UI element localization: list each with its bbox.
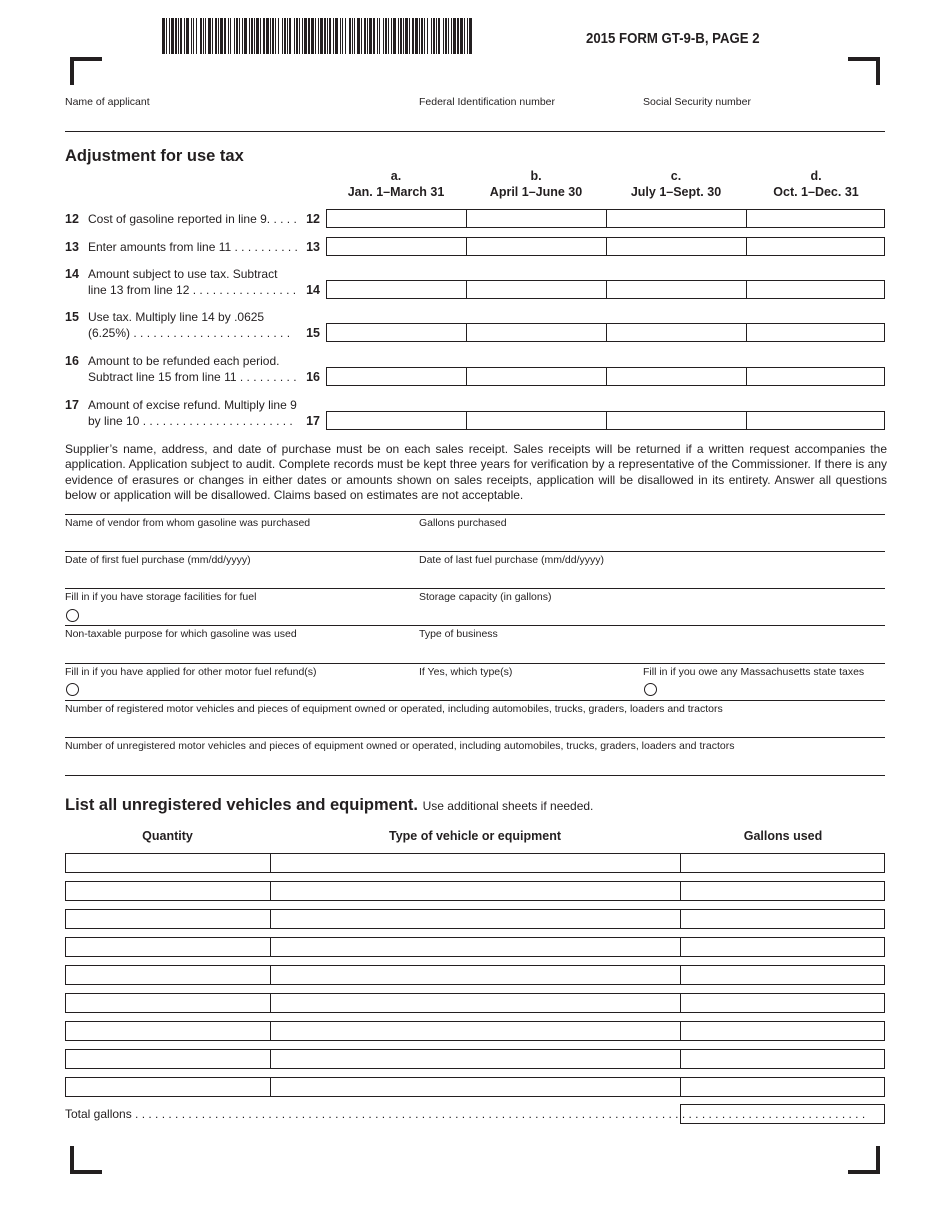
line-number: 17 (65, 398, 79, 412)
column-header-c (606, 168, 746, 200)
line-12-field-c[interactable] (606, 209, 747, 228)
line-12-field-b[interactable] (466, 209, 607, 228)
line-14-field-c[interactable] (606, 280, 747, 299)
vendor-label: Name of vendor from whom gasoline was purchased (65, 517, 311, 529)
vehicles-heading (65, 796, 593, 815)
vehicle-type-cell[interactable] (270, 853, 681, 873)
line-14-field-d[interactable] (746, 280, 885, 299)
line-14-label (65, 267, 323, 298)
vehicle-type-cell[interactable] (270, 909, 681, 929)
other-refund-label: Fill in if you have applied for other motor fuel refund(s) (65, 666, 317, 678)
business-type-label: Type of business (419, 628, 498, 640)
line-number: 14 (65, 267, 79, 281)
line-16-label (65, 354, 323, 385)
column-letter: a. (390, 169, 402, 183)
line-15-field-c[interactable] (606, 323, 747, 342)
line-reference-number: 14 (306, 282, 320, 297)
line-text: Enter amounts from line 11 . . . . . . . . . . (88, 240, 298, 254)
line-13-field-c[interactable] (606, 237, 747, 256)
line-reference-number: 15 (306, 325, 320, 340)
field-divider (65, 625, 885, 626)
table-row (65, 937, 885, 957)
table-row (65, 881, 885, 901)
line-text-continued: by line 10 . . . . . . . . . . . . . . . . . . . . . . . (88, 413, 293, 428)
gallons-used-cell[interactable] (680, 993, 885, 1013)
gallons-used-cell[interactable] (680, 1021, 885, 1041)
line-17-field-b[interactable] (466, 411, 607, 430)
line-13-field-d[interactable] (746, 237, 885, 256)
vehicle-type-cell[interactable] (270, 1021, 681, 1041)
line-14-field-a[interactable] (326, 280, 467, 299)
field-divider (65, 663, 885, 664)
applicant-divider (65, 131, 885, 132)
registered-vehicles-label: Number of registered motor vehicles and pieces of equipment owned or operated, including automobiles, trucks, graders, loaders and tractors (65, 703, 723, 715)
line-15-field-b[interactable] (466, 323, 607, 342)
line-13-field-b[interactable] (466, 237, 607, 256)
line-16-field-a[interactable] (326, 367, 467, 386)
use-tax-heading: Adjustment for use tax (65, 147, 244, 165)
line-13-label (65, 240, 323, 256)
vehicle-type-cell[interactable] (270, 993, 681, 1013)
form-title: 2015 FORM GT-9-B, PAGE 2 (586, 30, 760, 47)
line-number: 12 (65, 212, 79, 226)
nontaxable-purpose-label: Non-taxable purpose for which gasoline was used (65, 628, 297, 640)
quantity-cell[interactable] (65, 937, 271, 957)
vehicles-heading-title: List all unregistered vehicles and equipment. (65, 796, 419, 814)
line-reference-number: 12 (306, 212, 320, 226)
line-13-field-a[interactable] (326, 237, 467, 256)
gallons-purchased-label: Gallons purchased (419, 517, 507, 529)
vehicle-type-cell[interactable] (270, 1049, 681, 1069)
table-row (65, 965, 885, 985)
line-number: 15 (65, 310, 79, 324)
storage-capacity-label: Storage capacity (in gallons) (419, 591, 552, 603)
gallons-used-cell[interactable] (680, 937, 885, 957)
unregistered-vehicles-label: Number of unregistered motor vehicles and pieces of equipment owned or operated, including automobiles, trucks, graders, loaders and tractors (65, 740, 735, 752)
total-gallons-label: Total gallons . . . . . . . . . . . . . . . . . . . . . . . . . . . . . . . . . . . . . . . . . . . . . . . . . . . . . . . . . . . . . . . . . . . . . . . . . . . . . . . . . . . . . . . . . . . . . . . . . . . . . . . . . . . . . . (65, 1107, 866, 1121)
table-row (65, 1021, 885, 1041)
total-gallons-field[interactable] (680, 1104, 885, 1124)
line-number: 13 (65, 240, 79, 254)
line-17-field-d[interactable] (746, 411, 885, 430)
line-16-field-b[interactable] (466, 367, 607, 386)
owe-taxes-label: Fill in if you owe any Massachusetts state taxes (643, 666, 865, 678)
column-header-b (466, 168, 606, 200)
vehicle-type-cell[interactable] (270, 937, 681, 957)
applicant-name-label: Name of applicant (65, 96, 150, 108)
line-16-field-d[interactable] (746, 367, 885, 386)
line-16-field-c[interactable] (606, 367, 747, 386)
line-reference-number: 16 (306, 369, 320, 384)
line-12-field-d[interactable] (746, 209, 885, 228)
line-17-field-c[interactable] (606, 411, 747, 430)
column-period: Oct. 1–Dec. 31 (773, 185, 859, 199)
gallons-used-column-header: Gallons used (743, 829, 823, 843)
vehicles-heading-note: Use additional sheets if needed. (422, 799, 594, 813)
vehicle-type-column-header: Type of vehicle or equipment (388, 829, 562, 843)
line-text-continued: line 13 from line 12 . . . . . . . . . . . . . . . . (88, 282, 297, 297)
field-divider (65, 775, 885, 776)
quantity-cell[interactable] (65, 1021, 271, 1041)
ssn-label: Social Security number (643, 96, 751, 108)
line-number: 16 (65, 354, 79, 368)
table-row (65, 1049, 885, 1069)
line-text: Amount of excise refund. Multiply line 9 (88, 398, 297, 412)
other-refund-radio[interactable] (66, 683, 79, 696)
crop-mark-bottom-right (848, 1146, 880, 1174)
column-letter: c. (670, 169, 682, 183)
fein-label: Federal Identification number (419, 96, 555, 108)
gallons-used-cell[interactable] (680, 909, 885, 929)
storage-facilities-label: Fill in if you have storage facilities for fuel (65, 591, 257, 603)
column-letter: d. (810, 169, 822, 183)
vehicle-type-cell[interactable] (270, 965, 681, 985)
column-letter: b. (530, 169, 542, 183)
quantity-cell[interactable] (65, 965, 271, 985)
quantity-cell[interactable] (65, 853, 271, 873)
line-15-field-d[interactable] (746, 323, 885, 342)
gallons-used-cell[interactable] (680, 881, 885, 901)
line-12-field-a[interactable] (326, 209, 467, 228)
which-types-label: If Yes, which type(s) (419, 666, 513, 678)
last-purchase-date-label: Date of last fuel purchase (mm/dd/yyyy) (419, 554, 604, 566)
gallons-used-cell[interactable] (680, 1049, 885, 1069)
crop-mark-bottom-left (70, 1146, 102, 1174)
line-text-continued: (6.25%) . . . . . . . . . . . . . . . . . . . . . . . . (88, 325, 291, 340)
line-12-label (65, 212, 323, 228)
gallons-used-cell[interactable] (680, 965, 885, 985)
table-row (65, 909, 885, 929)
quantity-column-header: Quantity (142, 829, 193, 843)
line-reference-number: 17 (306, 413, 320, 428)
vehicle-type-cell[interactable] (270, 1077, 681, 1097)
line-14-field-b[interactable] (466, 280, 607, 299)
column-period: April 1–June 30 (489, 185, 583, 199)
barcode (162, 18, 470, 54)
field-divider (65, 551, 885, 552)
column-period: Jan. 1–March 31 (347, 185, 445, 199)
owe-taxes-radio[interactable] (644, 683, 657, 696)
crop-mark-top-left (70, 57, 102, 85)
line-15-label (65, 310, 323, 341)
storage-facilities-radio[interactable] (66, 609, 79, 622)
line-text: Amount subject to use tax. Subtract (88, 267, 278, 281)
table-row (65, 853, 885, 873)
quantity-cell[interactable] (65, 993, 271, 1013)
field-divider (65, 700, 885, 701)
quantity-cell[interactable] (65, 1077, 271, 1097)
field-divider (65, 514, 885, 515)
instructions-paragraph: Supplier’s name, address, and date of purchase must be on each sales receipt. Sales receipts will be returned if a written request accompanies the application. Application subject to audit. Complete records must be kept three years for verification by a representative of the Commissioner. If there is any evidence of erasures or changes in either dates or amounts shown on sales receipts, application will be disallowed in its entirety. Answer all questions below or application will be disallowed. Claims based on estimates are not acceptable. (65, 442, 887, 502)
vehicle-type-cell[interactable] (270, 881, 681, 901)
line-text: Cost of gasoline reported in line 9. . . . . (88, 212, 297, 226)
gallons-used-cell[interactable] (680, 853, 885, 873)
line-15-field-a[interactable] (326, 323, 467, 342)
line-text-continued: Subtract line 15 from line 11 . . . . . . . . . (88, 369, 297, 384)
column-period: July 1–Sept. 30 (630, 185, 722, 199)
line-text: Amount to be refunded each period. (88, 354, 280, 368)
column-header-d (746, 168, 886, 200)
first-purchase-date-label: Date of first fuel purchase (mm/dd/yyyy) (65, 554, 251, 566)
line-reference-number: 13 (306, 240, 320, 254)
quantity-cell[interactable] (65, 1049, 271, 1069)
table-row (65, 993, 885, 1013)
line-17-label (65, 398, 323, 429)
field-divider (65, 588, 885, 589)
line-text: Use tax. Multiply line 14 by .0625 (88, 310, 265, 324)
field-divider (65, 737, 885, 738)
quantity-cell[interactable] (65, 881, 271, 901)
crop-mark-top-right (848, 57, 880, 85)
table-row (65, 1077, 885, 1097)
quantity-cell[interactable] (65, 909, 271, 929)
line-17-field-a[interactable] (326, 411, 467, 430)
gallons-used-cell[interactable] (680, 1077, 885, 1097)
column-header-a (326, 168, 466, 200)
